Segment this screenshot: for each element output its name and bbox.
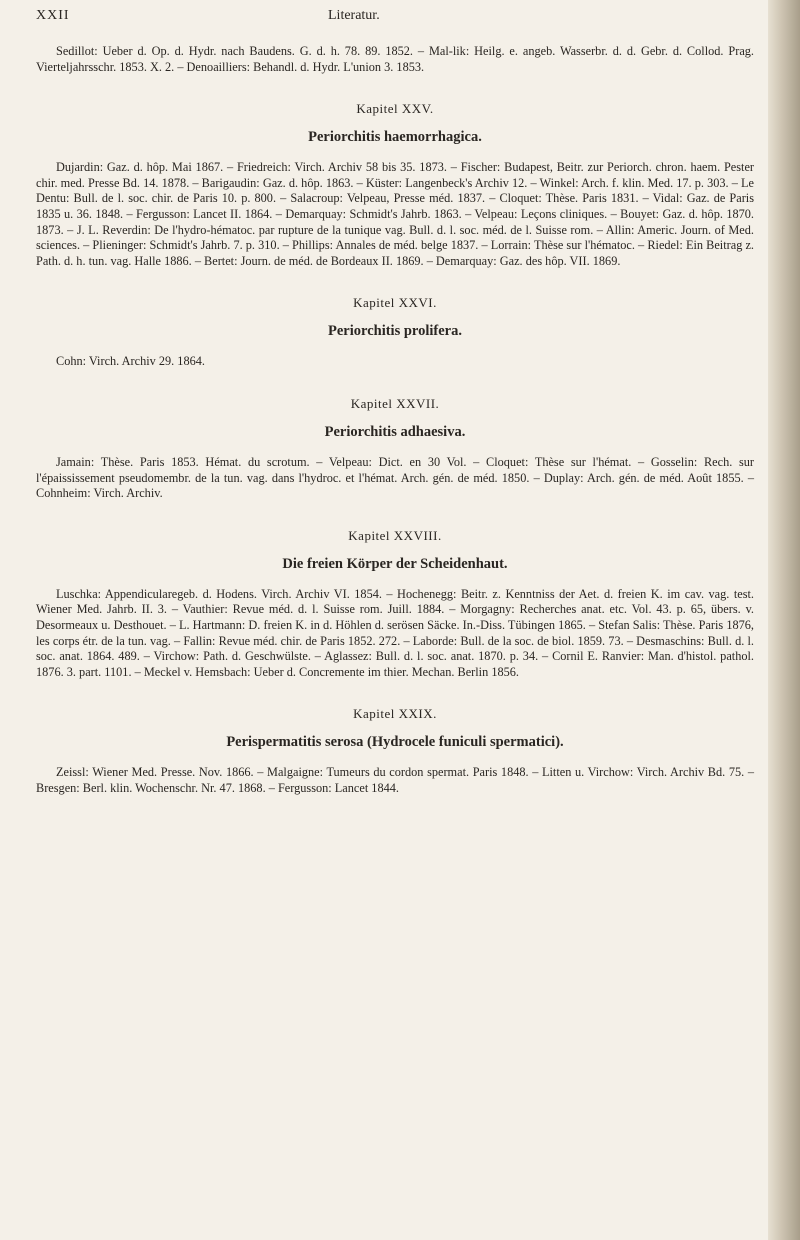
chapter-title: Die freien Körper der Scheidenhaut. [282, 555, 508, 572]
page-body [36, 44, 754, 796]
chapter-references: Zeissl: Wiener Med. Presse. Nov. 1866. – Malgaigne: Tumeurs du cordon spermat. Paris 1848. – Litten u. Virchow: Virch. Archiv Bd. 75. – Bresgen: Berl. klin. Wochenschr. Nr. 47. 1868. – Fergusson: Lancet 1844. [36, 765, 754, 795]
chapter-25 [36, 101, 754, 269]
chapter-26 [36, 295, 754, 370]
chapter-heading: Kapitel XXVIII. [348, 527, 442, 543]
chapter-heading: Kapitel XXVI. [353, 295, 437, 311]
intro-references: Sedillot: Ueber d. Op. d. Hydr. nach Baudens. G. d. h. 78. 89. 1852. – Mal-lik: Heilg. e. angeb. Wasserbr. d. d. Gebr. d. Collod. Prag. Vierteljahrsschr. 1853. X. 2. – Denoailliers: Behandl. d. Hydr. L'union 3. 1853. [36, 44, 754, 74]
chapter-title: Periorchitis haemorrhagica. [308, 129, 482, 146]
page-number: XXII [36, 8, 70, 23]
chapter-references: Cohn: Virch. Archiv 29. 1864. [56, 354, 205, 369]
chapter-references: Luschka: Appendicularegeb. d. Hodens. Virch. Archiv VI. 1854. – Hochenegg: Beitr. z. Kenntniss der Aet. d. freien K. im cav. vag. test. Wiener Med. Jahrb. II. 3. – Vauthier: Revue méd. d. l. Suisse rom. Juill. 1884. – Morgagny: Recherches anat. etc. Vol. 43. p. 65, übers. v. Desormeaux u. Desthouet. – L. Hartmann: D. freien K. in d. Höhlen d. serösen Säcke. In.-Diss. Tübingen 1865. – Stefan Salis: Thèse. Paris 1876, les corps étr. de la tun. vag. – Fallin: Revue méd. chir. de Paris 1852. 272. – Laborde: Bull. de la soc. de biol. 1859. 73. – Desmaschins: Bull. d. l. soc. anat. 1864. 489. – Virchow: Path. d. Geschwülste. – Aglassez: Bull. d. l. soc. anat. 1870. p. 34. – Cornil E. Ranvier: Man. d'histol. pathol. 1876. 3. part. 1101. – Meckel v. Hemsbach: Ueber d. Concremente im thier. Mechan. Berlin 1856. [36, 586, 754, 679]
chapter-references: Jamain: Thèse. Paris 1853. Hémat. du scrotum. – Velpeau: Dict. en 30 Vol. – Cloquet: Thèse sur l'hémat. – Gosselin: Rech. sur l'épaississement pseudomembr. de la tun. vag. dans l'hydroc. et l'hémat. Arch. gén. de méd. 1850. – Duplay: Arch. gén. de méd. Août 1855. – Cohnheim: Virch. Archiv. [36, 454, 754, 501]
chapter-title: Periorchitis prolifera. [328, 323, 462, 340]
chapter-references: Dujardin: Gaz. d. hôp. Mai 1867. – Friedreich: Virch. Archiv 58 bis 35. 1873. – Fischer: Budapest, Beitr. zur Periorch. chron. haem. Pester chir. med. Presse Bd. 14. 1878. – Barigaudin: Gaz. d. hôp. 1863. – Küster: Langenbeck's Archiv 12. – Winkel: Arch. f. klin. Med. 17. p. 303. – Le Dentu: Bull. de l. soc. chir. de Paris 10. p. 800. – Salacroup: Velpeau, Presse méd. 1837. – Cloquet: Thèse. Paris 1831. – Vidal: Gaz. de Paris 1835 u. 36. 1848. – Fergusson: Lancet II. 1864. – Demarquay: Schmidt's Jahrb. 1863. – Velpeau: Leçons cliniques. – Bouyet: Gaz. d. hôp. 1870. 1873. – J. L. Reverdin: De l'hydro-hématoc. par rupture de la tunique vag. Bull. d. l. soc. méd. de l. Suisse rom. – Allin: Americ. Journ. of Med. sciences. – Plieninger: Schmidt's Jahrb. 7. p. 310. – Phillips: Annales de méd. belge 1837. – Lorrain: Thèse sur l'hématoc. – Riedel: Ein Beitrag z. Path. d. h. tun. vag. Halle 1886. – Bertet: Journ. de méd. de Bordeaux II. 1869. – Demarquay: Gaz. des hôp. VII. 1869. [36, 160, 754, 268]
running-title: Literatur. [328, 8, 380, 23]
page-header [36, 8, 736, 32]
chapter-title: Perispermatitis serosa (Hydrocele funiculi spermatici). [226, 734, 564, 751]
chapter-28 [36, 528, 754, 681]
chapter-29 [36, 706, 754, 796]
chapter-title: Periorchitis adhaesiva. [324, 423, 466, 440]
chapter-heading: Kapitel XXVII. [350, 395, 440, 411]
chapter-27 [36, 396, 754, 502]
chapter-heading: Kapitel XXIX. [353, 706, 437, 722]
chapter-heading: Kapitel XXV. [356, 101, 434, 117]
page-edge-shadow [768, 0, 800, 1240]
